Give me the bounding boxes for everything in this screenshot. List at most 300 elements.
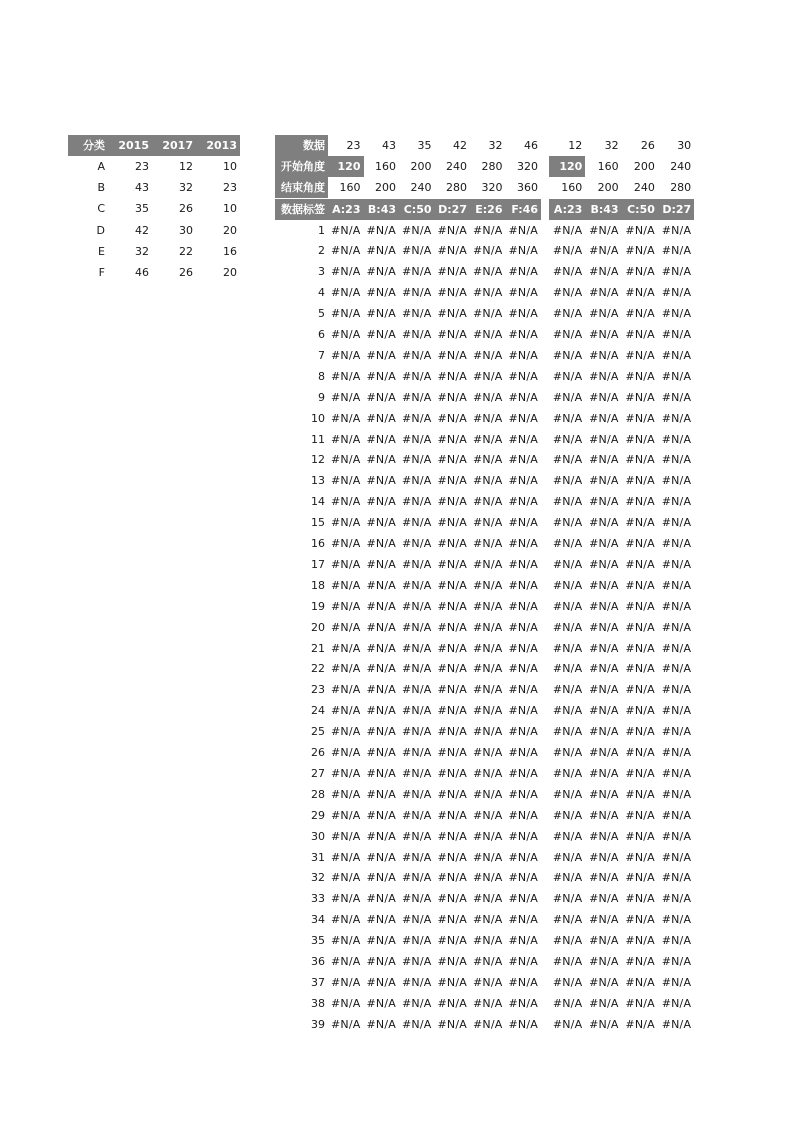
block1-error-cell[interactable]: #N/A xyxy=(473,557,503,571)
block1-error-cell[interactable]: #N/A xyxy=(366,934,396,948)
block2-start-angle-row-cell[interactable]: 120 xyxy=(549,156,585,177)
block2-error-cell[interactable]: #N/A xyxy=(552,223,583,237)
block1-error-cell[interactable]: #N/A xyxy=(508,307,538,321)
value-cell[interactable]: 10 xyxy=(223,160,237,173)
block1-error-cell[interactable]: #N/A xyxy=(473,348,503,362)
block2-error-cell[interactable]: #N/A xyxy=(589,787,619,801)
block1-error-cell[interactable]: #N/A xyxy=(366,286,396,300)
block2-error-cell[interactable]: #N/A xyxy=(552,1017,583,1031)
block1-error-cell[interactable]: #N/A xyxy=(331,766,361,780)
block1-end-angle-row-cell[interactable]: 320 xyxy=(481,181,503,195)
block1-error-cell[interactable]: #N/A xyxy=(366,244,396,258)
block1-error-cell[interactable]: #N/A xyxy=(331,725,361,739)
block1-data-row-cell[interactable]: 32 xyxy=(488,139,503,152)
block2-error-cell[interactable]: #N/A xyxy=(589,495,619,509)
block1-data-label-row-cell[interactable]: D:27 xyxy=(435,199,471,220)
block1-error-cell[interactable]: #N/A xyxy=(473,662,503,676)
block1-start-angle-row-cell[interactable]: 120 xyxy=(328,156,364,177)
block1-error-cell[interactable]: #N/A xyxy=(437,892,467,906)
block1-end-angle-row-cell[interactable]: 200 xyxy=(375,181,396,195)
block2-error-cell[interactable]: #N/A xyxy=(552,766,583,780)
block2-error-cell[interactable]: #N/A xyxy=(661,766,692,780)
block2-error-cell[interactable]: #N/A xyxy=(661,474,692,488)
block1-error-cell[interactable]: #N/A xyxy=(366,641,396,655)
value-cell[interactable]: 43 xyxy=(135,181,149,195)
block2-error-cell[interactable]: #N/A xyxy=(625,808,655,822)
block1-error-cell[interactable]: #N/A xyxy=(331,955,361,968)
block2-error-cell[interactable]: #N/A xyxy=(661,1017,692,1031)
block2-error-cell[interactable]: #N/A xyxy=(625,265,655,279)
block1-error-cell[interactable]: #N/A xyxy=(508,390,538,404)
block2-error-cell[interactable]: #N/A xyxy=(661,369,692,383)
block2-error-cell[interactable]: #N/A xyxy=(552,578,583,592)
block2-error-cell[interactable]: #N/A xyxy=(552,328,583,341)
block2-error-cell[interactable]: #N/A xyxy=(589,892,619,906)
block2-error-cell[interactable]: #N/A xyxy=(625,829,655,843)
block1-error-cell[interactable]: #N/A xyxy=(508,662,538,676)
block1-error-cell[interactable]: #N/A xyxy=(331,474,361,488)
block2-error-cell[interactable]: #N/A xyxy=(589,307,619,321)
block1-error-cell[interactable]: #N/A xyxy=(331,746,361,759)
block1-error-cell[interactable]: #N/A xyxy=(473,787,503,801)
block2-data-label-row-cell[interactable]: A:23 xyxy=(549,199,585,220)
block1-error-cell[interactable]: #N/A xyxy=(437,850,467,864)
block2-error-cell[interactable]: #N/A xyxy=(552,537,583,550)
block1-error-cell[interactable]: #N/A xyxy=(366,766,396,780)
block1-error-cell[interactable]: #N/A xyxy=(331,307,361,321)
block1-error-cell[interactable]: #N/A xyxy=(366,578,396,592)
block1-error-cell[interactable]: #N/A xyxy=(366,390,396,404)
block1-error-cell[interactable]: #N/A xyxy=(473,871,503,885)
block2-data-row-cell[interactable]: 32 xyxy=(604,139,619,152)
block2-error-cell[interactable]: #N/A xyxy=(625,996,655,1010)
block2-error-cell[interactable]: #N/A xyxy=(661,244,692,258)
block2-error-cell[interactable]: #N/A xyxy=(589,766,619,780)
block2-start-angle-row-cell[interactable]: 160 xyxy=(597,160,619,174)
block2-error-cell[interactable]: #N/A xyxy=(589,725,619,739)
block1-error-cell[interactable]: #N/A xyxy=(437,829,467,843)
block1-error-cell[interactable]: #N/A xyxy=(508,328,538,341)
block1-error-cell[interactable]: #N/A xyxy=(331,223,361,237)
block2-error-cell[interactable]: #N/A xyxy=(661,557,692,571)
block2-error-cell[interactable]: #N/A xyxy=(589,996,619,1010)
block1-error-cell[interactable]: #N/A xyxy=(331,662,361,676)
block2-error-cell[interactable]: #N/A xyxy=(552,369,583,383)
block2-error-cell[interactable]: #N/A xyxy=(625,390,655,404)
block2-error-cell[interactable]: #N/A xyxy=(589,913,619,927)
block1-error-cell[interactable]: #N/A xyxy=(508,975,538,989)
block2-error-cell[interactable]: #N/A xyxy=(589,746,619,759)
block2-error-cell[interactable]: #N/A xyxy=(552,934,583,948)
block2-error-cell[interactable]: #N/A xyxy=(661,683,692,697)
block2-error-cell[interactable]: #N/A xyxy=(661,641,692,655)
block1-start-angle-row-cell[interactable]: 280 xyxy=(481,160,503,174)
block1-error-cell[interactable]: #N/A xyxy=(366,850,396,864)
value-cell[interactable]: 30 xyxy=(179,223,193,237)
block2-error-cell[interactable]: #N/A xyxy=(589,599,619,613)
block1-error-cell[interactable]: #N/A xyxy=(366,516,396,530)
block1-error-cell[interactable]: #N/A xyxy=(437,766,467,780)
block1-error-cell[interactable]: #N/A xyxy=(331,411,361,425)
block2-error-cell[interactable]: #N/A xyxy=(552,516,583,530)
block1-error-cell[interactable]: #N/A xyxy=(331,1017,361,1031)
block1-data-row-cell[interactable]: 46 xyxy=(524,139,538,152)
block2-error-cell[interactable]: #N/A xyxy=(589,829,619,843)
block2-error-cell[interactable]: #N/A xyxy=(625,474,655,488)
value-cell[interactable]: 46 xyxy=(135,266,149,279)
block2-error-cell[interactable]: #N/A xyxy=(625,892,655,906)
block2-error-cell[interactable]: #N/A xyxy=(625,975,655,989)
block2-error-cell[interactable]: #N/A xyxy=(552,599,583,613)
block2-error-cell[interactable]: #N/A xyxy=(625,683,655,697)
value-cell[interactable]: 10 xyxy=(223,202,237,216)
block1-error-cell[interactable]: #N/A xyxy=(331,599,361,613)
block1-error-cell[interactable]: #N/A xyxy=(366,474,396,488)
block2-error-cell[interactable]: #N/A xyxy=(552,265,583,279)
row-label[interactable]: 结束角度 xyxy=(275,177,328,198)
block2-error-cell[interactable]: #N/A xyxy=(552,683,583,697)
block2-error-cell[interactable]: #N/A xyxy=(625,620,655,634)
block2-error-cell[interactable]: #N/A xyxy=(661,495,692,509)
block2-error-cell[interactable]: #N/A xyxy=(589,328,619,341)
block1-error-cell[interactable]: #N/A xyxy=(331,975,361,989)
header-2013[interactable]: 2013 xyxy=(196,135,240,156)
block1-error-cell[interactable]: #N/A xyxy=(331,557,361,571)
block1-error-cell[interactable]: #N/A xyxy=(437,683,467,697)
header-category[interactable]: 分类 xyxy=(68,135,108,156)
block1-start-angle-row-cell[interactable]: 320 xyxy=(517,160,538,174)
block1-error-cell[interactable]: #N/A xyxy=(366,662,396,676)
block1-data-label-row-cell[interactable]: C:50 xyxy=(399,199,435,220)
block1-error-cell[interactable]: #N/A xyxy=(437,369,467,383)
block1-error-cell[interactable]: #N/A xyxy=(508,850,538,864)
block1-error-cell[interactable]: #N/A xyxy=(508,746,538,759)
block1-error-cell[interactable]: #N/A xyxy=(473,516,503,530)
block1-error-cell[interactable]: #N/A xyxy=(366,265,396,279)
block2-error-cell[interactable]: #N/A xyxy=(589,578,619,592)
block1-error-cell[interactable]: #N/A xyxy=(508,704,538,718)
block2-error-cell[interactable]: #N/A xyxy=(552,453,583,467)
block2-error-cell[interactable]: #N/A xyxy=(661,787,692,801)
block2-error-cell[interactable]: #N/A xyxy=(625,411,655,425)
category-name-cell[interactable]: E xyxy=(98,244,105,258)
block2-error-cell[interactable]: #N/A xyxy=(552,620,583,634)
block1-error-cell[interactable]: #N/A xyxy=(402,307,432,321)
block1-error-cell[interactable]: #N/A xyxy=(437,787,467,801)
block1-error-cell[interactable]: #N/A xyxy=(402,996,432,1010)
block1-error-cell[interactable]: #N/A xyxy=(508,829,538,843)
block1-error-cell[interactable]: #N/A xyxy=(437,620,467,634)
block1-end-angle-row-cell[interactable]: 240 xyxy=(410,181,432,195)
block1-data-label-row-cell[interactable]: E:26 xyxy=(470,199,506,220)
block1-error-cell[interactable]: #N/A xyxy=(366,787,396,801)
block2-error-cell[interactable]: #N/A xyxy=(589,955,619,968)
block2-error-cell[interactable]: #N/A xyxy=(661,996,692,1010)
block1-error-cell[interactable]: #N/A xyxy=(508,557,538,571)
block1-error-cell[interactable]: #N/A xyxy=(366,432,396,446)
block1-error-cell[interactable]: #N/A xyxy=(366,892,396,906)
block1-data-label-row-cell[interactable]: B:43 xyxy=(364,199,400,220)
block1-error-cell[interactable]: #N/A xyxy=(473,599,503,613)
block1-error-cell[interactable]: #N/A xyxy=(366,955,396,968)
block2-error-cell[interactable]: #N/A xyxy=(661,432,692,446)
block1-error-cell[interactable]: #N/A xyxy=(331,704,361,718)
block1-error-cell[interactable]: #N/A xyxy=(508,641,538,655)
block1-data-label-row-cell[interactable]: F:46 xyxy=(506,199,542,220)
block1-error-cell[interactable]: #N/A xyxy=(437,996,467,1010)
block2-error-cell[interactable]: #N/A xyxy=(625,328,655,341)
block2-error-cell[interactable]: #N/A xyxy=(552,244,583,258)
block1-error-cell[interactable]: #N/A xyxy=(366,369,396,383)
block2-error-cell[interactable]: #N/A xyxy=(625,704,655,718)
block1-error-cell[interactable]: #N/A xyxy=(437,328,467,341)
block1-error-cell[interactable]: #N/A xyxy=(402,453,432,467)
block1-error-cell[interactable]: #N/A xyxy=(473,328,503,341)
block2-error-cell[interactable]: #N/A xyxy=(661,265,692,279)
block1-error-cell[interactable]: #N/A xyxy=(437,1017,467,1031)
block1-error-cell[interactable]: #N/A xyxy=(402,704,432,718)
block1-data-row-cell[interactable]: 42 xyxy=(453,139,467,152)
block1-error-cell[interactable]: #N/A xyxy=(366,808,396,822)
block1-error-cell[interactable]: #N/A xyxy=(508,223,538,237)
block2-start-angle-row-cell[interactable]: 240 xyxy=(670,160,692,174)
block1-error-cell[interactable]: #N/A xyxy=(473,369,503,383)
block1-error-cell[interactable]: #N/A xyxy=(473,307,503,321)
block1-error-cell[interactable]: #N/A xyxy=(366,620,396,634)
block2-error-cell[interactable]: #N/A xyxy=(625,913,655,927)
block1-error-cell[interactable]: #N/A xyxy=(402,474,432,488)
block1-error-cell[interactable]: #N/A xyxy=(473,265,503,279)
block1-error-cell[interactable]: #N/A xyxy=(366,725,396,739)
block2-error-cell[interactable]: #N/A xyxy=(552,808,583,822)
block2-error-cell[interactable]: #N/A xyxy=(552,955,583,968)
block1-error-cell[interactable]: #N/A xyxy=(437,286,467,300)
block1-start-angle-row-cell[interactable]: 160 xyxy=(375,160,396,174)
block1-error-cell[interactable]: #N/A xyxy=(366,975,396,989)
block2-error-cell[interactable]: #N/A xyxy=(589,516,619,530)
block1-error-cell[interactable]: #N/A xyxy=(402,871,432,885)
block1-error-cell[interactable]: #N/A xyxy=(402,516,432,530)
block2-error-cell[interactable]: #N/A xyxy=(589,244,619,258)
block2-error-cell[interactable]: #N/A xyxy=(552,725,583,739)
block2-error-cell[interactable]: #N/A xyxy=(552,892,583,906)
row-label[interactable]: 开始角度 xyxy=(275,156,328,177)
block1-error-cell[interactable]: #N/A xyxy=(473,620,503,634)
block1-error-cell[interactable]: #N/A xyxy=(508,620,538,634)
block1-error-cell[interactable]: #N/A xyxy=(331,328,361,341)
block2-error-cell[interactable]: #N/A xyxy=(625,244,655,258)
block2-error-cell[interactable]: #N/A xyxy=(625,746,655,759)
block1-error-cell[interactable]: #N/A xyxy=(331,244,361,258)
block2-error-cell[interactable]: #N/A xyxy=(625,432,655,446)
block2-error-cell[interactable]: #N/A xyxy=(589,704,619,718)
block2-error-cell[interactable]: #N/A xyxy=(552,495,583,509)
block1-data-label-row-cell[interactable]: A:23 xyxy=(328,199,364,220)
block1-error-cell[interactable]: #N/A xyxy=(366,913,396,927)
block2-data-row-cell[interactable]: 26 xyxy=(640,139,655,152)
block2-error-cell[interactable]: #N/A xyxy=(589,641,619,655)
block1-error-cell[interactable]: #N/A xyxy=(473,955,503,968)
value-cell[interactable]: 23 xyxy=(223,181,237,195)
block2-error-cell[interactable]: #N/A xyxy=(589,223,619,237)
block2-error-cell[interactable]: #N/A xyxy=(661,307,692,321)
block1-error-cell[interactable]: #N/A xyxy=(366,746,396,759)
block1-error-cell[interactable]: #N/A xyxy=(437,516,467,530)
block1-error-cell[interactable]: #N/A xyxy=(473,913,503,927)
block2-error-cell[interactable]: #N/A xyxy=(625,955,655,968)
block1-error-cell[interactable]: #N/A xyxy=(437,495,467,509)
block2-error-cell[interactable]: #N/A xyxy=(625,766,655,780)
block2-error-cell[interactable]: #N/A xyxy=(552,474,583,488)
block2-error-cell[interactable]: #N/A xyxy=(552,975,583,989)
block1-error-cell[interactable]: #N/A xyxy=(402,390,432,404)
block2-error-cell[interactable]: #N/A xyxy=(625,1017,655,1031)
block1-error-cell[interactable]: #N/A xyxy=(437,244,467,258)
block1-error-cell[interactable]: #N/A xyxy=(402,328,432,341)
block2-data-row-cell[interactable]: 30 xyxy=(677,139,692,152)
block2-error-cell[interactable]: #N/A xyxy=(589,1017,619,1031)
block1-error-cell[interactable]: #N/A xyxy=(508,369,538,383)
value-cell[interactable]: 22 xyxy=(179,244,193,258)
block1-error-cell[interactable]: #N/A xyxy=(402,286,432,300)
block2-error-cell[interactable]: #N/A xyxy=(625,369,655,383)
block2-error-cell[interactable]: #N/A xyxy=(625,641,655,655)
block1-data-row-cell[interactable]: 23 xyxy=(346,139,361,152)
block1-error-cell[interactable]: #N/A xyxy=(508,265,538,279)
block1-error-cell[interactable]: #N/A xyxy=(402,620,432,634)
block2-error-cell[interactable]: #N/A xyxy=(625,286,655,300)
block1-error-cell[interactable]: #N/A xyxy=(473,537,503,550)
block1-error-cell[interactable]: #N/A xyxy=(508,432,538,446)
block1-error-cell[interactable]: #N/A xyxy=(473,746,503,759)
block1-error-cell[interactable]: #N/A xyxy=(331,537,361,550)
block1-error-cell[interactable]: #N/A xyxy=(402,892,432,906)
block1-error-cell[interactable]: #N/A xyxy=(366,411,396,425)
block2-error-cell[interactable]: #N/A xyxy=(625,453,655,467)
block2-error-cell[interactable]: #N/A xyxy=(552,348,583,362)
block2-error-cell[interactable]: #N/A xyxy=(552,850,583,864)
block2-error-cell[interactable]: #N/A xyxy=(661,892,692,906)
block2-error-cell[interactable]: #N/A xyxy=(625,599,655,613)
block1-end-angle-row-cell[interactable]: 160 xyxy=(339,181,361,195)
block2-error-cell[interactable]: #N/A xyxy=(661,599,692,613)
block1-error-cell[interactable]: #N/A xyxy=(473,975,503,989)
row-label[interactable]: 数据标签 xyxy=(275,199,328,220)
block1-error-cell[interactable]: #N/A xyxy=(508,996,538,1010)
block2-error-cell[interactable]: #N/A xyxy=(625,307,655,321)
block1-error-cell[interactable]: #N/A xyxy=(437,537,467,550)
block1-error-cell[interactable]: #N/A xyxy=(473,725,503,739)
block2-error-cell[interactable]: #N/A xyxy=(552,704,583,718)
block2-error-cell[interactable]: #N/A xyxy=(661,955,692,968)
block2-error-cell[interactable]: #N/A xyxy=(661,516,692,530)
block1-error-cell[interactable]: #N/A xyxy=(473,411,503,425)
row-label[interactable]: 数据 xyxy=(275,135,328,156)
block2-error-cell[interactable]: #N/A xyxy=(589,432,619,446)
block1-error-cell[interactable]: #N/A xyxy=(402,766,432,780)
block2-error-cell[interactable]: #N/A xyxy=(661,453,692,467)
block2-error-cell[interactable]: #N/A xyxy=(625,725,655,739)
block1-error-cell[interactable]: #N/A xyxy=(508,411,538,425)
block1-error-cell[interactable]: #N/A xyxy=(437,871,467,885)
block1-end-angle-row-cell[interactable]: 360 xyxy=(517,181,538,195)
block2-error-cell[interactable]: #N/A xyxy=(589,871,619,885)
block1-error-cell[interactable]: #N/A xyxy=(508,913,538,927)
block2-error-cell[interactable]: #N/A xyxy=(589,474,619,488)
block2-data-label-row-cell[interactable]: C:50 xyxy=(622,199,658,220)
block1-error-cell[interactable]: #N/A xyxy=(331,432,361,446)
block1-error-cell[interactable]: #N/A xyxy=(508,348,538,362)
block2-error-cell[interactable]: #N/A xyxy=(589,390,619,404)
block1-error-cell[interactable]: #N/A xyxy=(508,955,538,968)
block1-error-cell[interactable]: #N/A xyxy=(366,1017,396,1031)
block2-error-cell[interactable]: #N/A xyxy=(625,537,655,550)
block2-error-cell[interactable]: #N/A xyxy=(589,453,619,467)
block1-data-row-cell[interactable]: 43 xyxy=(382,139,396,152)
block1-error-cell[interactable]: #N/A xyxy=(473,641,503,655)
block1-error-cell[interactable]: #N/A xyxy=(508,453,538,467)
block1-error-cell[interactable]: #N/A xyxy=(402,829,432,843)
block1-error-cell[interactable]: #N/A xyxy=(402,599,432,613)
block2-error-cell[interactable]: #N/A xyxy=(589,934,619,948)
block1-error-cell[interactable]: #N/A xyxy=(366,599,396,613)
block2-error-cell[interactable]: #N/A xyxy=(589,683,619,697)
block1-error-cell[interactable]: #N/A xyxy=(331,453,361,467)
block2-error-cell[interactable]: #N/A xyxy=(661,662,692,676)
block1-error-cell[interactable]: #N/A xyxy=(437,307,467,321)
block1-error-cell[interactable]: #N/A xyxy=(331,787,361,801)
block2-error-cell[interactable]: #N/A xyxy=(625,871,655,885)
block1-error-cell[interactable]: #N/A xyxy=(437,223,467,237)
block1-error-cell[interactable]: #N/A xyxy=(402,369,432,383)
block2-error-cell[interactable]: #N/A xyxy=(661,704,692,718)
block2-error-cell[interactable]: #N/A xyxy=(625,787,655,801)
block2-error-cell[interactable]: #N/A xyxy=(661,223,692,237)
block2-error-cell[interactable]: #N/A xyxy=(661,850,692,864)
block1-error-cell[interactable]: #N/A xyxy=(473,390,503,404)
block1-error-cell[interactable]: #N/A xyxy=(366,453,396,467)
block2-error-cell[interactable]: #N/A xyxy=(552,662,583,676)
block1-error-cell[interactable]: #N/A xyxy=(366,223,396,237)
category-name-cell[interactable]: C xyxy=(97,202,105,216)
block2-error-cell[interactable]: #N/A xyxy=(589,975,619,989)
block1-error-cell[interactable]: #N/A xyxy=(437,975,467,989)
block1-error-cell[interactable]: #N/A xyxy=(366,348,396,362)
block1-error-cell[interactable]: #N/A xyxy=(437,578,467,592)
block2-error-cell[interactable]: #N/A xyxy=(625,348,655,362)
block2-error-cell[interactable]: #N/A xyxy=(589,808,619,822)
block2-error-cell[interactable]: #N/A xyxy=(552,746,583,759)
block1-error-cell[interactable]: #N/A xyxy=(331,620,361,634)
block1-error-cell[interactable]: #N/A xyxy=(366,307,396,321)
block1-error-cell[interactable]: #N/A xyxy=(331,934,361,948)
block1-error-cell[interactable]: #N/A xyxy=(437,913,467,927)
block1-error-cell[interactable]: #N/A xyxy=(402,557,432,571)
block2-error-cell[interactable]: #N/A xyxy=(661,829,692,843)
block1-error-cell[interactable]: #N/A xyxy=(473,766,503,780)
block1-error-cell[interactable]: #N/A xyxy=(331,348,361,362)
value-cell[interactable]: 32 xyxy=(135,244,149,258)
block1-error-cell[interactable]: #N/A xyxy=(402,787,432,801)
block1-error-cell[interactable]: #N/A xyxy=(508,1017,538,1031)
block2-error-cell[interactable]: #N/A xyxy=(552,307,583,321)
block1-error-cell[interactable]: #N/A xyxy=(437,474,467,488)
block1-error-cell[interactable]: #N/A xyxy=(508,871,538,885)
block1-error-cell[interactable]: #N/A xyxy=(402,223,432,237)
block1-error-cell[interactable]: #N/A xyxy=(473,934,503,948)
category-name-cell[interactable]: A xyxy=(97,160,105,173)
value-cell[interactable]: 20 xyxy=(223,223,237,237)
